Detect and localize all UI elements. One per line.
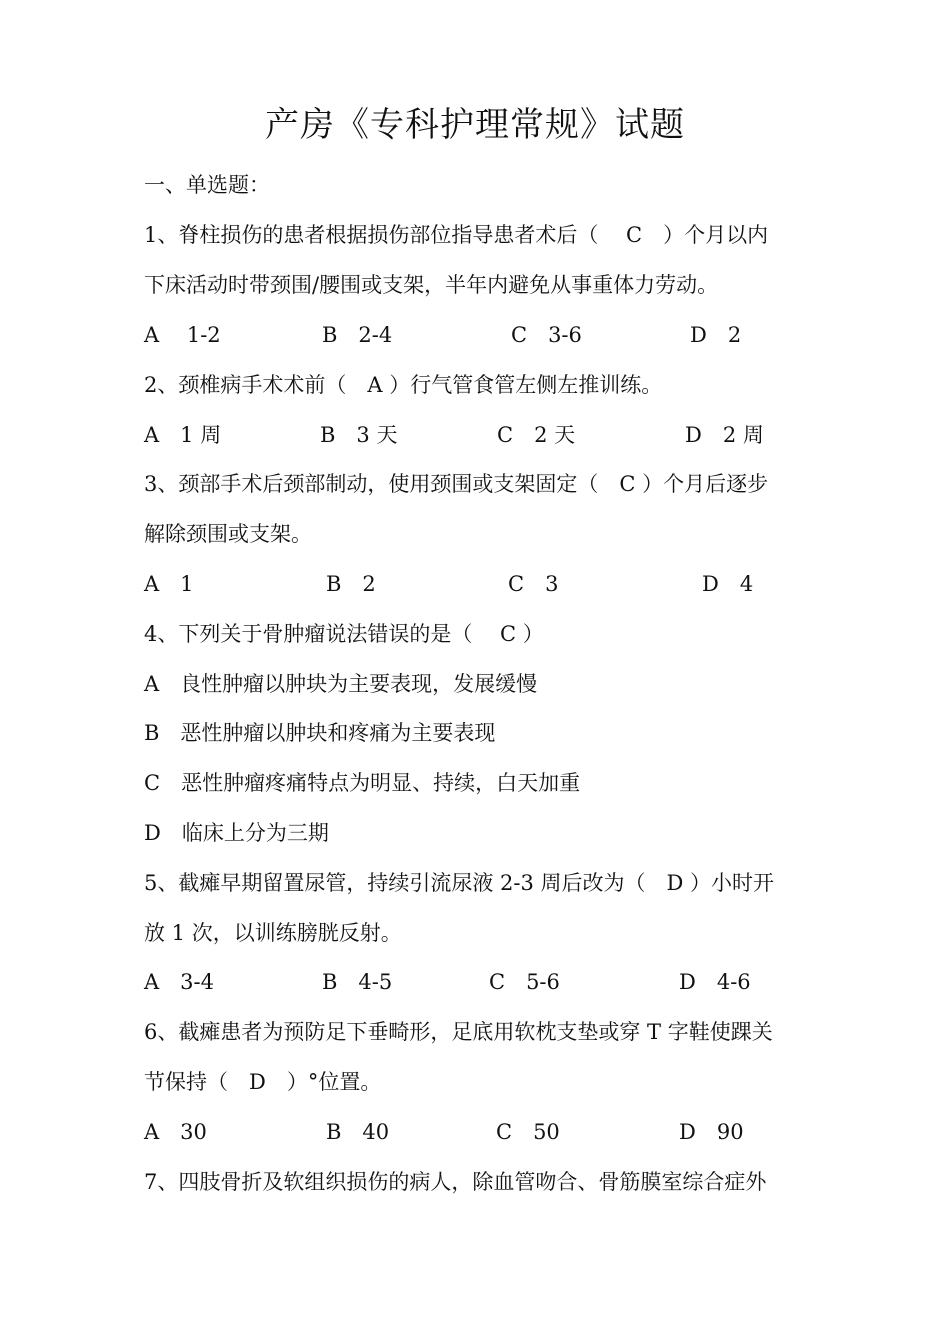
- question-4-option-a: A 良性肿瘤以肿块为主要表现，发展缓慢: [144, 672, 538, 696]
- question-1-line-2: 下床活动时带颈围/腰围或支架，半年内避免从事重体力劳动。: [144, 273, 719, 297]
- question-6-option-c: C 50: [496, 1120, 560, 1144]
- section-heading: 一、单选题：: [144, 173, 270, 197]
- question-6-option-a: A 30: [144, 1120, 207, 1144]
- question-1-option-b: B 2-4: [322, 323, 393, 347]
- question-3-line-2: 解除颈围或支架。: [144, 522, 312, 546]
- question-6-option-d: D 90: [679, 1120, 744, 1144]
- question-4-option-d: D 临床上分为三期: [144, 821, 329, 845]
- question-1-line-1: 1、脊柱损伤的患者根据损伤部位指导患者术后（ C ）个月以内: [144, 223, 769, 247]
- question-5-line-1: 5、截瘫早期留置尿管，持续引流尿液 2-3 周后改为（ D ）小时开: [144, 871, 775, 895]
- question-5-option-c: C 5-6: [489, 970, 560, 994]
- question-2-option-d: D 2 周: [685, 423, 764, 447]
- question-1-option-c: C 3-6: [511, 323, 582, 347]
- question-2-option-b: B 3 天: [320, 423, 398, 447]
- question-6-line-1: 6、截瘫患者为预防足下垂畸形，足底用软枕支垫或穿 T 字鞋使踝关: [144, 1020, 773, 1044]
- question-4-option-c: C 恶性肿瘤疼痛特点为明显、持续，白天加重: [144, 771, 581, 795]
- question-3-option-c: C 3: [508, 572, 559, 596]
- question-2-option-a: A 1 周: [144, 423, 222, 447]
- question-3-option-a: A 1: [144, 572, 194, 596]
- question-4-line-1: 4、下列关于骨肿瘤说法错误的是（ C ）: [144, 622, 544, 646]
- question-5-option-d: D 4-6: [679, 970, 751, 994]
- question-3-option-d: D 4: [702, 572, 754, 596]
- question-4-option-b: B 恶性肿瘤以肿块和疼痛为主要表现: [144, 721, 496, 745]
- question-5-option-b: B 4-5: [322, 970, 393, 994]
- question-5-option-a: A 3-4: [144, 970, 214, 994]
- question-6-line-2: 节保持（ D ）°位置。: [144, 1070, 382, 1094]
- question-3-line-1: 3、颈部手术后颈部制动，使用颈围或支架固定（ C ）个月后逐步: [144, 472, 769, 496]
- question-2-line-1: 2、颈椎病手术术前（ A ）行气管食管左侧左推训练。: [144, 373, 663, 397]
- question-3-option-b: B 2: [326, 572, 376, 596]
- question-5-line-2: 放 1 次，以训练膀胱反射。: [144, 921, 402, 945]
- question-6-option-b: B 40: [326, 1120, 390, 1144]
- question-2-option-c: C 2 天: [497, 423, 576, 447]
- document-title: 产房《专科护理常规》试题: [265, 105, 685, 145]
- question-1-option-d: D 2: [690, 323, 742, 347]
- question-7-line-1: 7、四肢骨折及软组织损伤的病人，除血管吻合、骨筋膜室综合症外: [144, 1170, 767, 1194]
- question-1-option-a: A 1-2: [144, 323, 221, 347]
